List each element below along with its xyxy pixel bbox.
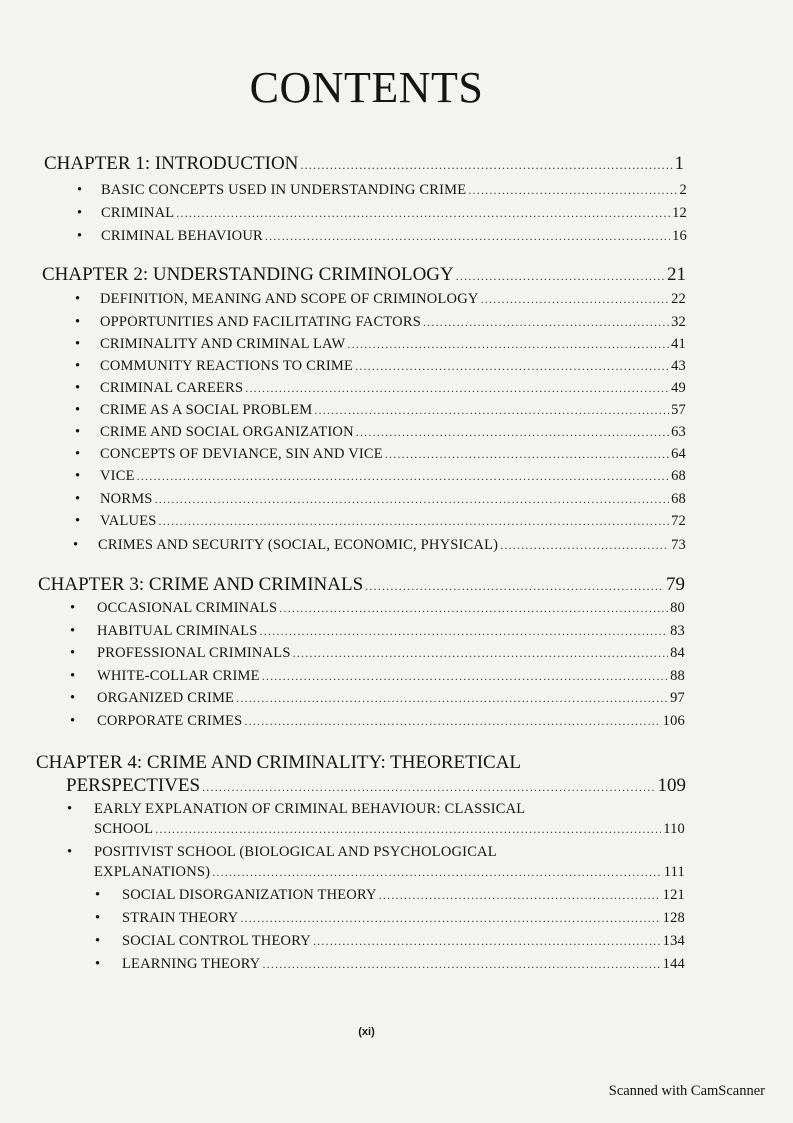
toc-item[interactable] (97, 668, 685, 685)
item-label: WHITE-COLLAR CRIME (97, 668, 260, 684)
bullet-icon: • (75, 336, 81, 352)
toc-item[interactable] (94, 864, 685, 881)
bullet-icon: • (75, 446, 81, 462)
toc-item[interactable] (100, 336, 686, 353)
item-label: CRIMES AND SECURITY (SOCIAL, ECONOMIC, PHYSICAL) (98, 537, 499, 553)
page-number: 64 (671, 446, 686, 462)
toc-item[interactable] (97, 713, 685, 730)
chapter-2-heading[interactable] (42, 264, 686, 286)
bullet-icon: • (67, 801, 73, 817)
bullet-icon: • (75, 380, 81, 396)
chapter-title: CHAPTER 2: UNDERSTANDING CRIMINOLOGY (42, 264, 454, 285)
chapter-title: CHAPTER 3: CRIME AND CRIMINALS (38, 574, 364, 595)
toc-item[interactable] (97, 623, 685, 640)
item-label: CORPORATE CRIMES (97, 713, 243, 729)
item-label: PROFESSIONAL CRIMINALS (97, 645, 291, 661)
bullet-icon: • (75, 468, 81, 484)
dot-leader (379, 888, 661, 903)
bullet-icon: • (70, 668, 76, 684)
page-number: 16 (672, 228, 687, 244)
item-label: OPPORTUNITIES AND FACILITATING FACTORS (100, 314, 421, 330)
bullet-icon: • (70, 623, 76, 639)
toc-item[interactable] (100, 402, 686, 419)
toc-item[interactable] (100, 468, 686, 485)
toc-item[interactable] (101, 205, 687, 222)
bullet-icon: • (67, 844, 73, 860)
bullet-icon: • (77, 182, 83, 198)
toc-item-line1: EARLY EXPLANATION OF CRIMINAL BEHAVIOUR: CLASSICAL (94, 801, 526, 817)
page-number: 49 (671, 380, 686, 396)
page-number: 57 (671, 402, 686, 418)
toc-item[interactable] (100, 513, 686, 530)
page-number: 68 (671, 491, 686, 507)
dot-leader (347, 337, 669, 352)
item-label: HABITUAL CRIMINALS (97, 623, 258, 639)
page-number: 32 (671, 314, 686, 330)
page-number: 84 (670, 645, 685, 661)
dot-leader (456, 269, 665, 284)
bullet-icon: • (70, 645, 76, 661)
dot-leader (279, 601, 668, 616)
chapter-title: PERSPECTIVES (66, 775, 201, 796)
dot-leader (260, 624, 669, 639)
item-label: ORGANIZED CRIME (97, 690, 235, 706)
toc-item[interactable] (100, 446, 686, 463)
dot-leader (365, 579, 664, 594)
toc-item[interactable] (97, 600, 685, 617)
page-number: 1 (674, 153, 684, 174)
dot-leader (244, 714, 660, 729)
item-label: NORMS (100, 491, 153, 507)
toc-item[interactable] (100, 291, 686, 308)
page-number: 109 (657, 775, 686, 796)
bullet-icon: • (75, 424, 81, 440)
dot-leader (500, 538, 669, 553)
page-number: 68 (671, 468, 686, 484)
toc-item[interactable] (101, 182, 687, 199)
item-label: LEARNING THEORY (122, 956, 261, 972)
page-number: 73 (671, 537, 686, 553)
page-number: 80 (670, 600, 685, 616)
dot-leader (240, 911, 660, 926)
page-number: 128 (662, 910, 685, 926)
dot-leader (300, 158, 672, 173)
item-label: DEFINITION, MEANING AND SCOPE OF CRIMINOLOGY (100, 291, 479, 307)
page-number: 144 (662, 956, 685, 972)
bullet-icon: • (75, 291, 81, 307)
item-label: CRIME AND SOCIAL ORGANIZATION (100, 424, 354, 440)
chapter-4-heading-line1: CHAPTER 4: CRIME AND CRIMINALITY: THEORETICAL (36, 752, 522, 773)
page-number: 134 (662, 933, 685, 949)
toc-subitem[interactable] (122, 933, 685, 950)
page-number: 22 (671, 291, 686, 307)
toc-item[interactable] (100, 358, 686, 375)
bullet-icon: • (75, 402, 81, 418)
toc-item[interactable] (100, 424, 686, 441)
toc-item[interactable] (100, 314, 686, 331)
page-number: 21 (667, 264, 686, 285)
item-label: CONCEPTS OF DEVIANCE, SIN AND VICE (100, 446, 383, 462)
page-number: 12 (672, 205, 687, 221)
item-label: BASIC CONCEPTS USED IN UNDERSTANDING CRIME (101, 182, 467, 198)
bullet-icon: • (75, 314, 81, 330)
dot-leader (293, 646, 668, 661)
item-label: VICE (100, 468, 135, 484)
page-number: 2 (679, 182, 687, 198)
scanner-watermark: Scanned with CamScanner (608, 1083, 765, 1099)
item-label: CRIMINAL (101, 205, 175, 221)
bullet-icon: • (75, 491, 81, 507)
bullet-icon: • (95, 887, 101, 903)
dot-leader (313, 934, 661, 949)
bullet-icon: • (95, 910, 101, 926)
bullet-icon: • (75, 513, 81, 529)
toc-subitem[interactable] (122, 956, 685, 973)
item-label: CRIMINAL BEHAVIOUR (101, 228, 263, 244)
toc-item[interactable] (97, 645, 685, 662)
bullet-icon: • (77, 205, 83, 221)
page-title: CONTENTS (249, 63, 484, 112)
toc-item[interactable] (98, 537, 686, 554)
item-label: SOCIAL CONTROL THEORY (122, 933, 311, 949)
dot-leader (356, 425, 669, 440)
bullet-icon: • (95, 933, 101, 949)
dot-leader (245, 381, 669, 396)
dot-leader (236, 691, 668, 706)
page-number: 88 (670, 668, 685, 684)
page-number: 41 (671, 336, 686, 352)
bullet-icon: • (70, 713, 76, 729)
dot-leader (423, 315, 669, 330)
toc-item[interactable] (101, 228, 687, 245)
dot-leader (314, 403, 669, 418)
page-number: 72 (671, 513, 686, 529)
page-number: 63 (671, 424, 686, 440)
dot-leader (262, 957, 660, 972)
dot-leader (481, 292, 670, 307)
item-label: CRIME AS A SOCIAL PROBLEM (100, 402, 313, 418)
page-number: 83 (670, 623, 685, 639)
dot-leader (212, 865, 662, 880)
chapter-1-heading[interactable] (44, 153, 684, 175)
dot-leader (155, 492, 670, 507)
chapter-title: CHAPTER 1: INTRODUCTION (44, 153, 299, 174)
bullet-icon: • (95, 956, 101, 972)
page-number: 43 (671, 358, 686, 374)
page-number: 111 (663, 864, 685, 880)
item-label: SOCIAL DISORGANIZATION THEORY (122, 887, 377, 903)
chapter-3-heading[interactable] (38, 574, 685, 596)
dot-leader (137, 469, 669, 484)
item-label: STRAIN THEORY (122, 910, 239, 926)
toc-subitem[interactable] (122, 910, 685, 927)
dot-leader (202, 780, 655, 795)
item-label: CRIMINALITY AND CRIMINAL LAW (100, 336, 346, 352)
bullet-icon: • (70, 600, 76, 616)
page-number: 97 (670, 690, 685, 706)
dot-leader (155, 822, 661, 837)
toc-subitem[interactable] (122, 887, 685, 904)
dot-leader (159, 514, 670, 529)
bullet-icon: • (77, 228, 83, 244)
toc-item[interactable] (100, 380, 686, 397)
dot-leader (355, 359, 669, 374)
toc-item[interactable] (100, 491, 686, 508)
bullet-icon: • (75, 358, 81, 374)
toc-item-line1: POSITIVIST SCHOOL (BIOLOGICAL AND PSYCHOLOGICAL (94, 844, 497, 860)
item-label: SCHOOL (94, 821, 154, 837)
toc-item[interactable] (94, 821, 685, 838)
page-number-footer: (xi) (358, 1026, 375, 1038)
page-number: 106 (662, 713, 685, 729)
item-label: OCCASIONAL CRIMINALS (97, 600, 278, 616)
item-label: CRIMINAL CAREERS (100, 380, 244, 396)
dot-leader (468, 183, 677, 198)
page-number: 121 (662, 887, 685, 903)
dot-leader (176, 206, 670, 221)
bullet-icon: • (73, 537, 79, 553)
item-label: VALUES (100, 513, 157, 529)
bullet-icon: • (70, 690, 76, 706)
page-number: 79 (666, 574, 685, 595)
toc-item[interactable] (97, 690, 685, 707)
dot-leader (262, 669, 668, 684)
dot-leader (385, 447, 669, 462)
chapter-4-heading[interactable] (66, 775, 686, 797)
page-number: 110 (663, 821, 685, 837)
item-label: EXPLANATIONS) (94, 864, 211, 880)
dot-leader (265, 229, 670, 244)
item-label: COMMUNITY REACTIONS TO CRIME (100, 358, 354, 374)
